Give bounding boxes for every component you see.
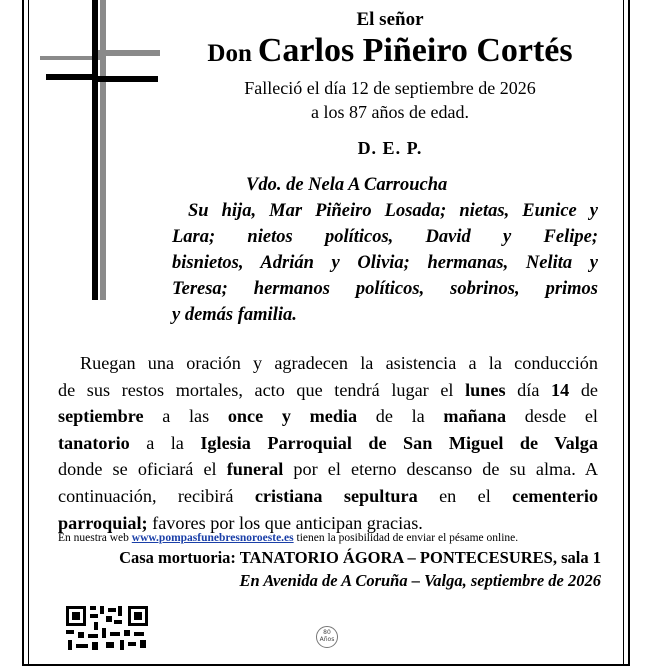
ceremony-line: de sus restos mortales, acto que tendrá lugar el lunes día 14 de xyxy=(58,379,598,400)
family-paragraph xyxy=(172,198,598,328)
website-link[interactable]: www.pompasfunebresnoroeste.es xyxy=(131,532,294,544)
anniversary-seal-icon: 80 Años xyxy=(316,626,338,648)
ceremony-line: septiembre a las once y media de la mañana desde el xyxy=(58,406,598,427)
ceremony-line: tanatorio a la Iglesia Parroquial de San Miguel de Valga xyxy=(58,432,598,453)
rip-line: D. E. P. xyxy=(357,138,423,158)
title-line: El señor xyxy=(356,9,424,30)
age-line: a los 87 años de edad. xyxy=(311,102,469,122)
family-line: Lara; nietos políticos, David y Felipe; xyxy=(172,227,598,247)
ceremony-line: donde se oficiará el funeral por el eterno descanso de su alma. A xyxy=(58,459,598,480)
cross-icon xyxy=(40,0,170,310)
ceremony-paragraph xyxy=(58,350,598,536)
widow-line: Vdo. de Nela A Carroucha xyxy=(246,175,448,195)
family-line: Teresa; hermanos políticos, sobrinos, primos xyxy=(172,279,598,299)
ceremony-line: continuación, recibirá cristiana sepultura en el cementerio xyxy=(58,485,598,506)
name-text: Carlos Piñeiro Cortés xyxy=(257,32,573,69)
place-date-line: En Avenida de A Coruña – Valga, septiembre de 2026 xyxy=(239,571,601,590)
ceremony-line: parroquial; favores por los que anticipan gracias. xyxy=(58,512,423,533)
web-condolence-note: En nuestra web www.pompasfunebresnoroeste.es tienen la posibilidad de enviar el pésame online. xyxy=(58,532,519,544)
deceased-name xyxy=(180,32,600,70)
ceremony-line: Ruegan una oración y agradecen la asistencia a la conducción xyxy=(80,353,598,373)
funeral-home-line: Casa mortuoria: TANATORIO ÁGORA – PONTECESURES, sala 1 xyxy=(119,548,601,567)
family-line: Su hija, Mar Piñeiro Losada; nietas, Eunice y xyxy=(188,201,598,221)
honorific: Don xyxy=(207,40,252,67)
death-date-line: Falleció el día 12 de septiembre de 2026 xyxy=(244,78,536,98)
family-line: bisnietos, Adrián y Olivia; hermanas, Nelita y xyxy=(172,253,598,273)
qr-code-icon[interactable] xyxy=(66,604,148,650)
family-line: y demás familia. xyxy=(172,305,297,325)
